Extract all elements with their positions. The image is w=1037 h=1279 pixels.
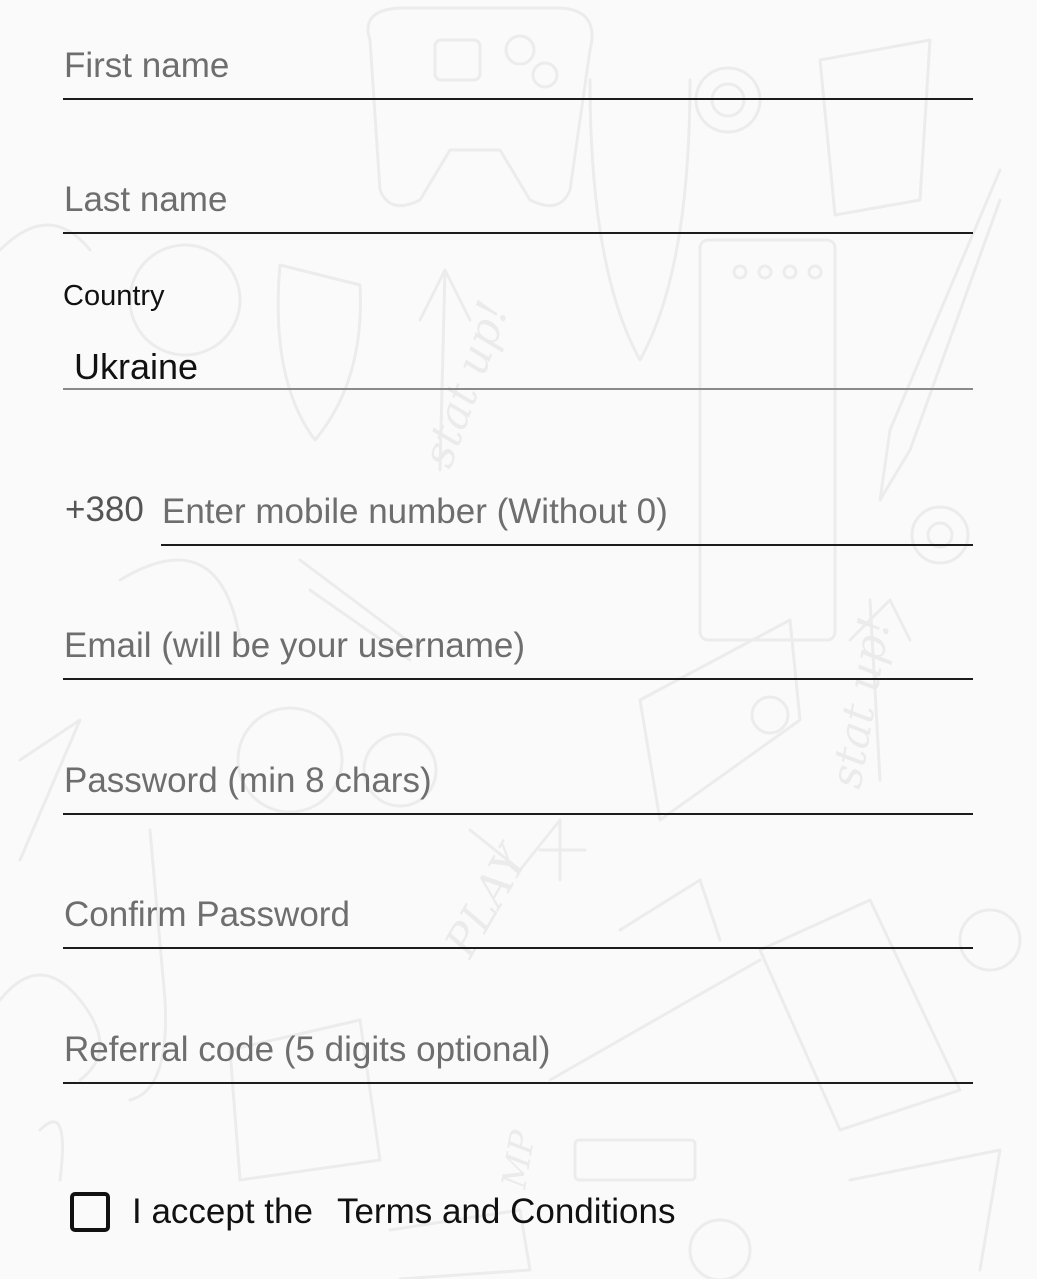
phone-prefix: +380: [65, 490, 144, 529]
phone-field: [161, 486, 973, 546]
pattern-text: PLAY: [435, 837, 539, 966]
country-value: Ukraine: [74, 346, 199, 387]
password-input[interactable]: [63, 759, 973, 815]
first-name-input[interactable]: [63, 44, 973, 100]
terms-accept-text: I accept the: [132, 1192, 313, 1231]
phone-input[interactable]: [161, 490, 973, 546]
referral-code-field: [63, 1024, 973, 1084]
terms-row: [70, 1187, 675, 1237]
terms-and-conditions-link[interactable]: Terms and Conditions: [336, 1192, 676, 1231]
last-name-input[interactable]: [63, 178, 973, 234]
last-name-field: [63, 174, 973, 234]
first-name-field: [63, 40, 973, 100]
pattern-text: stat up!: [412, 294, 520, 474]
country-label: Country: [63, 280, 165, 312]
referral-code-input[interactable]: [63, 1028, 973, 1084]
email-field: [63, 620, 973, 680]
country-select[interactable]: [63, 338, 973, 390]
confirm-password-input[interactable]: [63, 893, 973, 949]
terms-checkbox[interactable]: [70, 1192, 110, 1232]
email-input[interactable]: [63, 624, 973, 680]
pattern-text: MP: [494, 1127, 544, 1192]
confirm-password-field: [63, 889, 973, 949]
pattern-text: stat up!: [820, 613, 901, 792]
password-field: [63, 755, 973, 815]
